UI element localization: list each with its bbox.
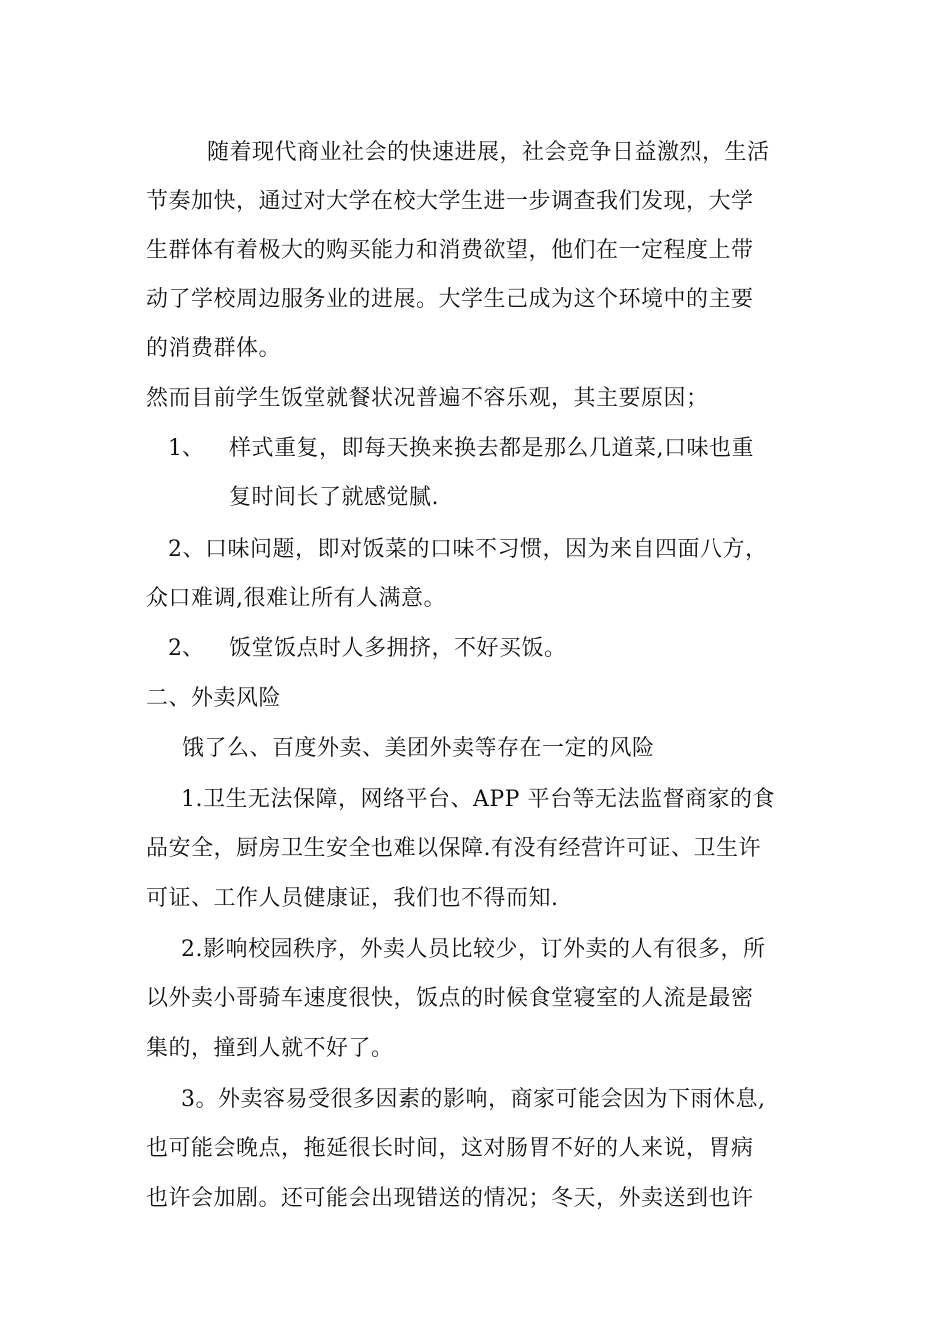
risk-2-line-2: 以外卖小哥骑车速度很快，饭点的时候食堂寝室的人流是最密 <box>146 986 754 1011</box>
intro-line-4: 动了学校周边服务业的进展。大学生己成为这个环境中的主要 <box>146 287 754 312</box>
item-2-line-2: 众口难调,很难让所有人满意。 <box>146 586 446 611</box>
risk-intro: 饿了么、百度外卖、美团外卖等存在一定的风险 <box>182 736 655 761</box>
risk-1-line-1: 1.卫生无法保障，网络平台、APP 平台等无法监督商家的食 <box>181 787 775 812</box>
however-line: 然而目前学生饭堂就餐状况普遍不容乐观，其主要原因； <box>146 386 709 411</box>
intro-line-5: 的消费群体。 <box>146 336 282 361</box>
intro-line-2: 节奏加快，通过对大学在校大学生进一步调查我们发现，大学 <box>146 189 754 214</box>
item-1-number: 1、 <box>168 436 204 461</box>
risk-1-line-3: 可证、工作人员健康证，我们也不得而知. <box>146 886 559 911</box>
risk-2-line-3: 集的，撞到人就不好了。 <box>146 1036 394 1061</box>
risk-3-line-2: 也可能会晚点，拖延很长时间，这对肠胃不好的人来说，胃病 <box>146 1136 754 1161</box>
section-heading: 二、外卖风险 <box>146 686 282 711</box>
item-1-line-1: 样式重复，即每天换来换去都是那么几道菜,口味也重 <box>229 436 754 461</box>
intro-line-1: 随着现代商业社会的快速进展，社会竞争日益激烈，生活 <box>207 140 770 165</box>
item-3-number: 2、 <box>168 636 204 661</box>
item-2-line-1: 2、口味问题，即对饭菜的口味不习惯，因为来自四面八方， <box>168 537 768 562</box>
intro-line-3: 生群体有着极大的购买能力和消费欲望，他们在一定程度上带 <box>146 238 754 263</box>
item-1-line-2: 复时间长了就感觉腻. <box>229 485 439 510</box>
item-3-text: 饭堂饭点时人多拥挤，不好买饭。 <box>229 636 567 661</box>
risk-3-line-3: 也许会加剧。还可能会出现错送的情况；冬天，外卖送到也许 <box>146 1186 754 1211</box>
risk-1-line-2: 品安全，厨房卫生安全也难以保障.有没有经营许可证、卫生许 <box>146 836 761 861</box>
risk-2-line-1: 2.影响校园秩序，外卖人员比较少，订外卖的人有很多，所 <box>181 937 766 962</box>
risk-3-line-1: 3。外卖容易受很多因素的影响，商家可能会因为下雨休息, <box>181 1087 766 1112</box>
